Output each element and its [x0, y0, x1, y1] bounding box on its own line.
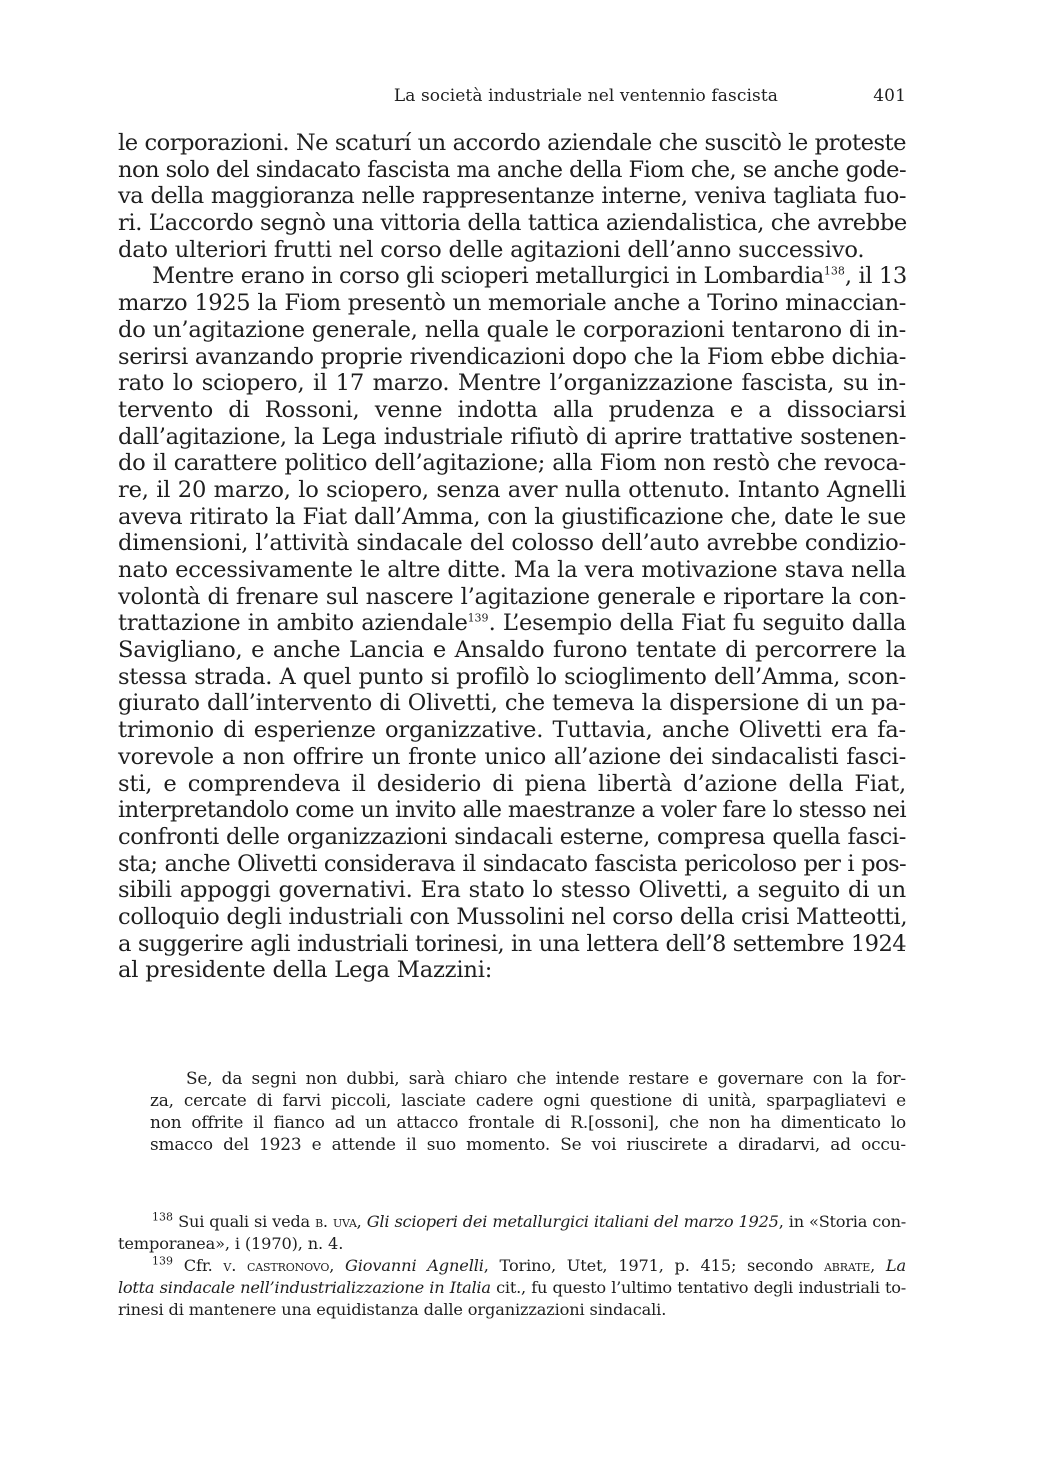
text-line: tervento di Rossoni, venne indotta alla prudenza e a dissociarsi	[118, 396, 906, 423]
text-line: vorevole a non offrire un fronte unico all’azione dei sindacalisti fasci-	[118, 743, 906, 770]
work-title: Gli scioperi dei metallurgici italiani del marzo 1925	[366, 1212, 779, 1231]
text-line: colloquio degli industriali con Mussolini nel corso della crisi Matteotti,	[118, 903, 908, 930]
footnote-line: rinesi di mantenere una equidistanza dalle organizzazioni sindacali.	[118, 1300, 667, 1319]
page-number: 401	[873, 86, 906, 106]
quote-line: Se, da segni non dubbi, sarà chiaro che intende restare e governare con la for-	[186, 1068, 906, 1088]
footnote-line: temporanea», i (1970), n. 4.	[118, 1234, 344, 1253]
text-line: non solo del sindacato fascista ma anche della Fiom che, se anche gode-	[118, 156, 906, 183]
text-line: dato ulteriori frutti nel corso delle agitazioni dell’anno successivo.	[118, 236, 865, 263]
quote-line: za, cercate di farvi piccoli, lasciate cadere ogni questione di unità, sparpagliatevi e	[150, 1090, 906, 1110]
text-line: sta; anche Olivetti considerava il sindacato fascista pericoloso per i pos-	[118, 850, 906, 877]
text-line: le corporazioni. Ne scaturí un accordo aziendale che suscitò le proteste	[118, 130, 906, 156]
text-line: dimensioni, l’attività sindacale del colosso dell’auto avrebbe condizio-	[118, 530, 906, 557]
footnote-138	[118, 1211, 906, 1255]
text-line: sibili appoggi governativi. Era stato lo stesso Olivetti, a seguito di un	[118, 877, 906, 904]
text-line: aveva ritirato la Fiat dall’Amma, con la giustificazione che, date le sue	[118, 503, 906, 530]
running-head	[118, 86, 906, 112]
text-line: Mentre erano in corso gli scioperi metallurgici in Lombardia$^{138}$, il 13	[152, 263, 907, 290]
text-line: dall’agitazione, la Lega industriale rifiutò di aprire trattative sostenen-	[118, 423, 906, 450]
text-line: do il carattere politico dell’agitazione; alla Fiom non restò che revoca-	[118, 450, 906, 477]
text-line: serirsi avanzando proprie rivendicazioni dopo che la Fiom ebbe dichia-	[118, 343, 906, 370]
footnote-139	[118, 1255, 906, 1321]
work-title: lotta sindacale nell’industrializzazione in Italia	[118, 1278, 491, 1297]
text-line: confronti delle organizzazioni sindacali esterne, compresa quella fasci-	[118, 823, 906, 850]
text-line: a suggerire agli industriali torinesi, in una lettera dell’8 settembre 1924	[118, 930, 906, 957]
text-line: interpretandolo come un invito alle maestranze a voler fare lo stesso nei	[118, 797, 906, 824]
footnote-line: $^{139}$ Cfr. v. castronovo, Giovanni Agnelli, Torino, Utet, 1971, p. 415; secondo abrate, La	[152, 1254, 906, 1275]
text-line: giurato dall’intervento di Olivetti, che temeva la dispersione di un pa-	[118, 690, 906, 717]
work-title: Giovanni Agnelli	[345, 1256, 484, 1275]
block-quote	[150, 1067, 906, 1155]
text-line: nato eccessivamente le altre ditte. Ma la vera motivazione stava nella	[118, 557, 906, 583]
footnote-ref-139: 139	[467, 611, 489, 625]
text-line: volontà di frenare sul nascere l’agitazione generale e riportare la con-	[118, 583, 906, 610]
text-line: Savigliano, e anche Lancia e Ansaldo furono tentate di percorrere la	[118, 637, 906, 664]
author-name: v. castronovo	[223, 1256, 330, 1275]
text-line: do un’agitazione generale, nella quale le corporazioni tentarono di in-	[118, 316, 906, 343]
text-line: al presidente della Lega Mazzini:	[118, 957, 493, 984]
text-line: marzo 1925 la Fiom presentò un memoriale anche a Torino minaccian-	[118, 290, 906, 317]
author-name: abrate	[824, 1256, 871, 1275]
footnotes	[118, 1211, 906, 1321]
text-line: re, il 20 marzo, lo sciopero, senza aver nulla ottenuto. Intanto Agnelli	[118, 476, 906, 503]
text-line: sti, e comprendeva il desiderio di piena libertà d’azione della Fiat,	[118, 770, 906, 797]
quote-line: non offrite il fianco ad un attacco frontale di R.[ossoni], che non ha dimenticato lo	[150, 1112, 906, 1132]
footnote-number: 138	[152, 1210, 173, 1224]
running-title: La società industriale nel ventennio fascista	[393, 86, 778, 106]
text-line: rato lo sciopero, il 17 marzo. Mentre l’organizzazione fascista, su in-	[118, 370, 906, 397]
footnote-line: $^{138}$ Sui quali si veda b. uva, Gli scioperi dei metallurgici italiani del marzo 1925, in «Storia con-	[152, 1210, 906, 1231]
author-name: b. uva	[315, 1212, 357, 1231]
footnote-ref-138: 138	[823, 264, 845, 278]
quote-line: smacco del 1923 e attende il suo momento. Se voi riuscirete a diradarvi, ad occu-	[150, 1134, 906, 1154]
footnote-line: lotta sindacale nell’industrializzazione in Italia cit., fu questo l’ultimo tentativo degli industriali to-	[118, 1278, 906, 1297]
text-line: va della maggioranza nelle rappresentanze interne, veniva tagliata fuo-	[118, 183, 906, 210]
text-line: ri. L’accordo segnò una vittoria della tattica aziendalistica, che avrebbe	[118, 210, 907, 237]
body-text	[118, 130, 906, 984]
work-title: La	[885, 1256, 906, 1275]
text-line: trimonio di esperienze organizzative. Tuttavia, anche Olivetti era fa-	[118, 717, 906, 744]
text-line: trattazione in ambito aziendale$^{139}$. L’esempio della Fiat fu seguito dalla	[118, 610, 906, 637]
text-line: stessa strada. A quel punto si profilò lo scioglimento dell’Amma, scon-	[118, 663, 906, 690]
footnote-number: 139	[152, 1254, 173, 1268]
